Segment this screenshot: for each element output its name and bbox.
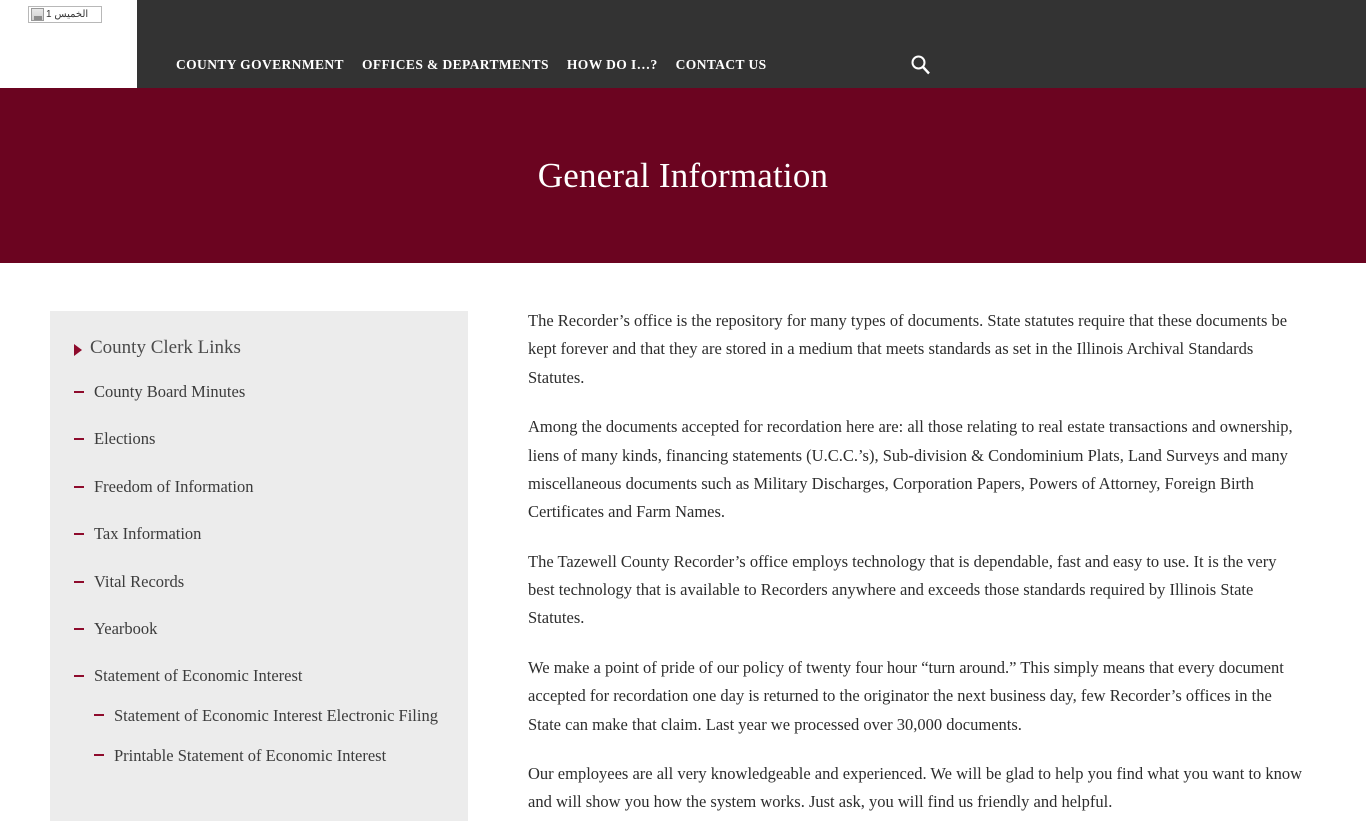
sidebar-subitem-printable-soei[interactable]	[94, 742, 444, 770]
sidebar-item-yearbook[interactable]	[74, 616, 444, 642]
article-paragraph: The Recorder’s office is the repository for many types of documents. State statutes require that these documents be kept forever and that they are stored in a medium that meets standards as set in the Illinois Archival Standards Statutes.	[528, 311, 1288, 387]
sidebar-item-label: Elections	[94, 429, 156, 449]
sidebar-item-label: Tax Information	[94, 524, 202, 544]
sidebar-item-label: Statement of Economic Interest	[94, 666, 303, 686]
article-paragraph: Among the documents accepted for recordation here are: all those relating to real estate transactions and ownership, liens of many kinds, financing statements (U.C.C.’s), Sub-division & Condominium Plats, Land Surveys and many miscellaneous documents such as Military Discharges, Corporation Papers, Powers of Attorney, Foreign Birth Certificates and Farm Names.	[528, 417, 1293, 522]
logo-area[interactable]	[0, 0, 137, 88]
broken-image-icon	[31, 8, 44, 21]
sidebar-item-freedom-of-information[interactable]	[74, 474, 444, 500]
article-paragraph: Our employees are all very knowledgeable and experienced. We will be glad to help you find what you want to know and will show you how the system works. Just ask, you will find us friendly and helpful.	[528, 763, 1303, 812]
nav-how-do-i[interactable]: HOW DO I…?	[566, 56, 658, 72]
nav-zone	[137, 0, 1366, 88]
sidebar-item-vital-records[interactable]	[74, 569, 444, 595]
sidebar-subitem-label: Statement of Economic Interest Electronic Filing	[114, 705, 438, 725]
sidebar-item-tax-information[interactable]	[74, 521, 444, 547]
site-header	[0, 0, 1366, 88]
page-hero	[0, 88, 1366, 263]
nav-contact-us[interactable]: CONTACT US	[675, 56, 767, 72]
sidebar-item-county-board-minutes[interactable]	[74, 379, 444, 405]
search-icon[interactable]	[906, 50, 936, 80]
sidebar-wrapper	[0, 263, 468, 768]
sidebar-item-label: Vital Records	[94, 571, 185, 591]
article-paragraph: We make a point of pride of our policy of twenty four hour “turn around.” This simply means that every document accepted for recordation one day is returned to the originator the next business day, few Recorder’s offices in the State can make that claim. Last year we processed over 30,000 documents.	[528, 657, 1284, 734]
sidebar-item-label: Yearbook	[94, 618, 158, 638]
article-paragraph: The Tazewell County Recorder’s office employs technology that is dependable, fast and easy to use. It is the very best technology that is available to Recorders anywhere and exceeds those standards required by Illinois State Statutes.	[528, 551, 1277, 628]
sidebar-item-elections[interactable]	[74, 426, 444, 452]
main-article	[468, 263, 1366, 812]
sidebar-heading	[74, 337, 444, 359]
logo-alt-text: الخميس 1	[46, 9, 89, 20]
main-navigation	[137, 41, 1366, 88]
page-title: General Information	[537, 155, 829, 195]
nav-county-government[interactable]: COUNTY GOVERNMENT	[176, 56, 344, 72]
sidebar-subitem-soei-electronic-filing[interactable]	[94, 702, 444, 730]
triangle-right-icon	[74, 344, 82, 356]
sidebar-link-list	[74, 379, 444, 770]
sidebar-sublink-list	[94, 702, 444, 770]
sidebar-item-statement-of-economic-interest[interactable]	[74, 663, 444, 769]
nav-offices-departments[interactable]: OFFICES & DEPARTMENTS	[361, 56, 549, 72]
sidebar-subitem-label: Printable Statement of Economic Interest	[114, 745, 387, 765]
sidebar-heading-label: County Clerk Links	[90, 337, 241, 358]
page-content	[0, 263, 1366, 812]
sidebar	[50, 311, 468, 821]
sidebar-item-label: Freedom of Information	[94, 476, 254, 496]
sidebar-item-label: County Board Minutes	[94, 382, 246, 401]
site-logo-broken-image[interactable]	[28, 6, 102, 23]
